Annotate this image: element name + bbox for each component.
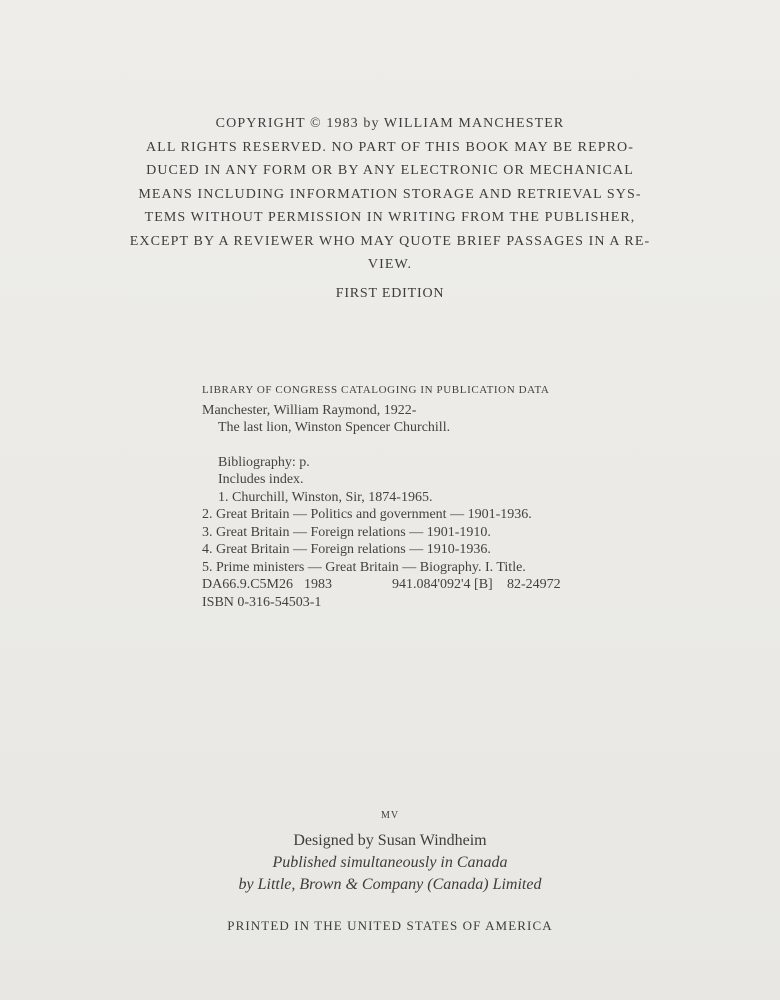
cip-heading: LIBRARY OF CONGRESS CATALOGING IN PUBLICATION DATA — [202, 384, 550, 396]
copyright-line: DUCED IN ANY FORM OR BY ANY ELECTRONIC OR MECHANICAL — [146, 163, 634, 178]
copyright-line: ALL RIGHTS RESERVED. NO PART OF THIS BOOK MAY BE REPRO- — [145, 139, 635, 155]
cip-subject: 1. Churchill, Winston, Sir, 1874-1965. — [218, 489, 433, 505]
copyright-line: VIEW. — [367, 257, 413, 272]
publisher-name: by Little, Brown & Company (Canada) Limited — [238, 876, 542, 893]
copyright-line: TEMS WITHOUT PERMISSION IN WRITING FROM THE PUBLISHER, — [144, 210, 636, 225]
publisher-note: Published simultaneously in Canada — [272, 854, 508, 871]
copyright-line: MEANS INCLUDING INFORMATION STORAGE AND RETRIEVAL SYS- — [138, 186, 642, 202]
copyright-notice — [110, 112, 670, 277]
colophon-mark: MV — [380, 810, 400, 821]
cip-index: Includes index. — [218, 472, 304, 487]
cip-subject: 2. Great Britain — Politics and government — 1901-1936. — [202, 507, 532, 522]
designer-credit: Designed by Susan Windheim — [293, 832, 487, 849]
cip-bibliography: Bibliography: p. — [218, 454, 310, 470]
cip-subject: 4. Great Britain — Foreign relations — 1910-1936. — [202, 542, 491, 557]
cip-classification — [202, 576, 642, 594]
cip-isbn: ISBN 0-316-54503-1 — [202, 594, 322, 610]
colophon-credits — [0, 830, 780, 896]
cip-subject: 3. Great Britain — Foreign relations — 1901-1910. — [202, 524, 491, 540]
cip-author: Manchester, William Raymond, 1922- — [202, 402, 417, 418]
cip-title: The last lion, Winston Spencer Churchill. — [218, 420, 451, 435]
edition-label: FIRST EDITION — [335, 286, 445, 301]
cip-spacer — [202, 437, 642, 454]
cip-dewey: 941.084'092'4 [B] — [392, 577, 493, 592]
cip-year: 1983 — [304, 577, 332, 592]
cip-call-number: DA66.9.C5M26 — [202, 577, 294, 592]
copyright-line: EXCEPT BY A REVIEWER WHO MAY QUOTE BRIEF PASSAGES IN A RE- — [129, 233, 651, 249]
printed-in-label: PRINTED IN THE UNITED STATES OF AMERICA — [227, 918, 553, 933]
cip-lccn: 82-24972 — [507, 577, 561, 592]
cip-subject: 5. Prime ministers — Great Britain — Biography. I. Title. — [202, 559, 526, 575]
cip-block — [202, 382, 642, 611]
copyright-line: COPYRIGHT © 1983 by WILLIAM MANCHESTER — [215, 116, 565, 131]
